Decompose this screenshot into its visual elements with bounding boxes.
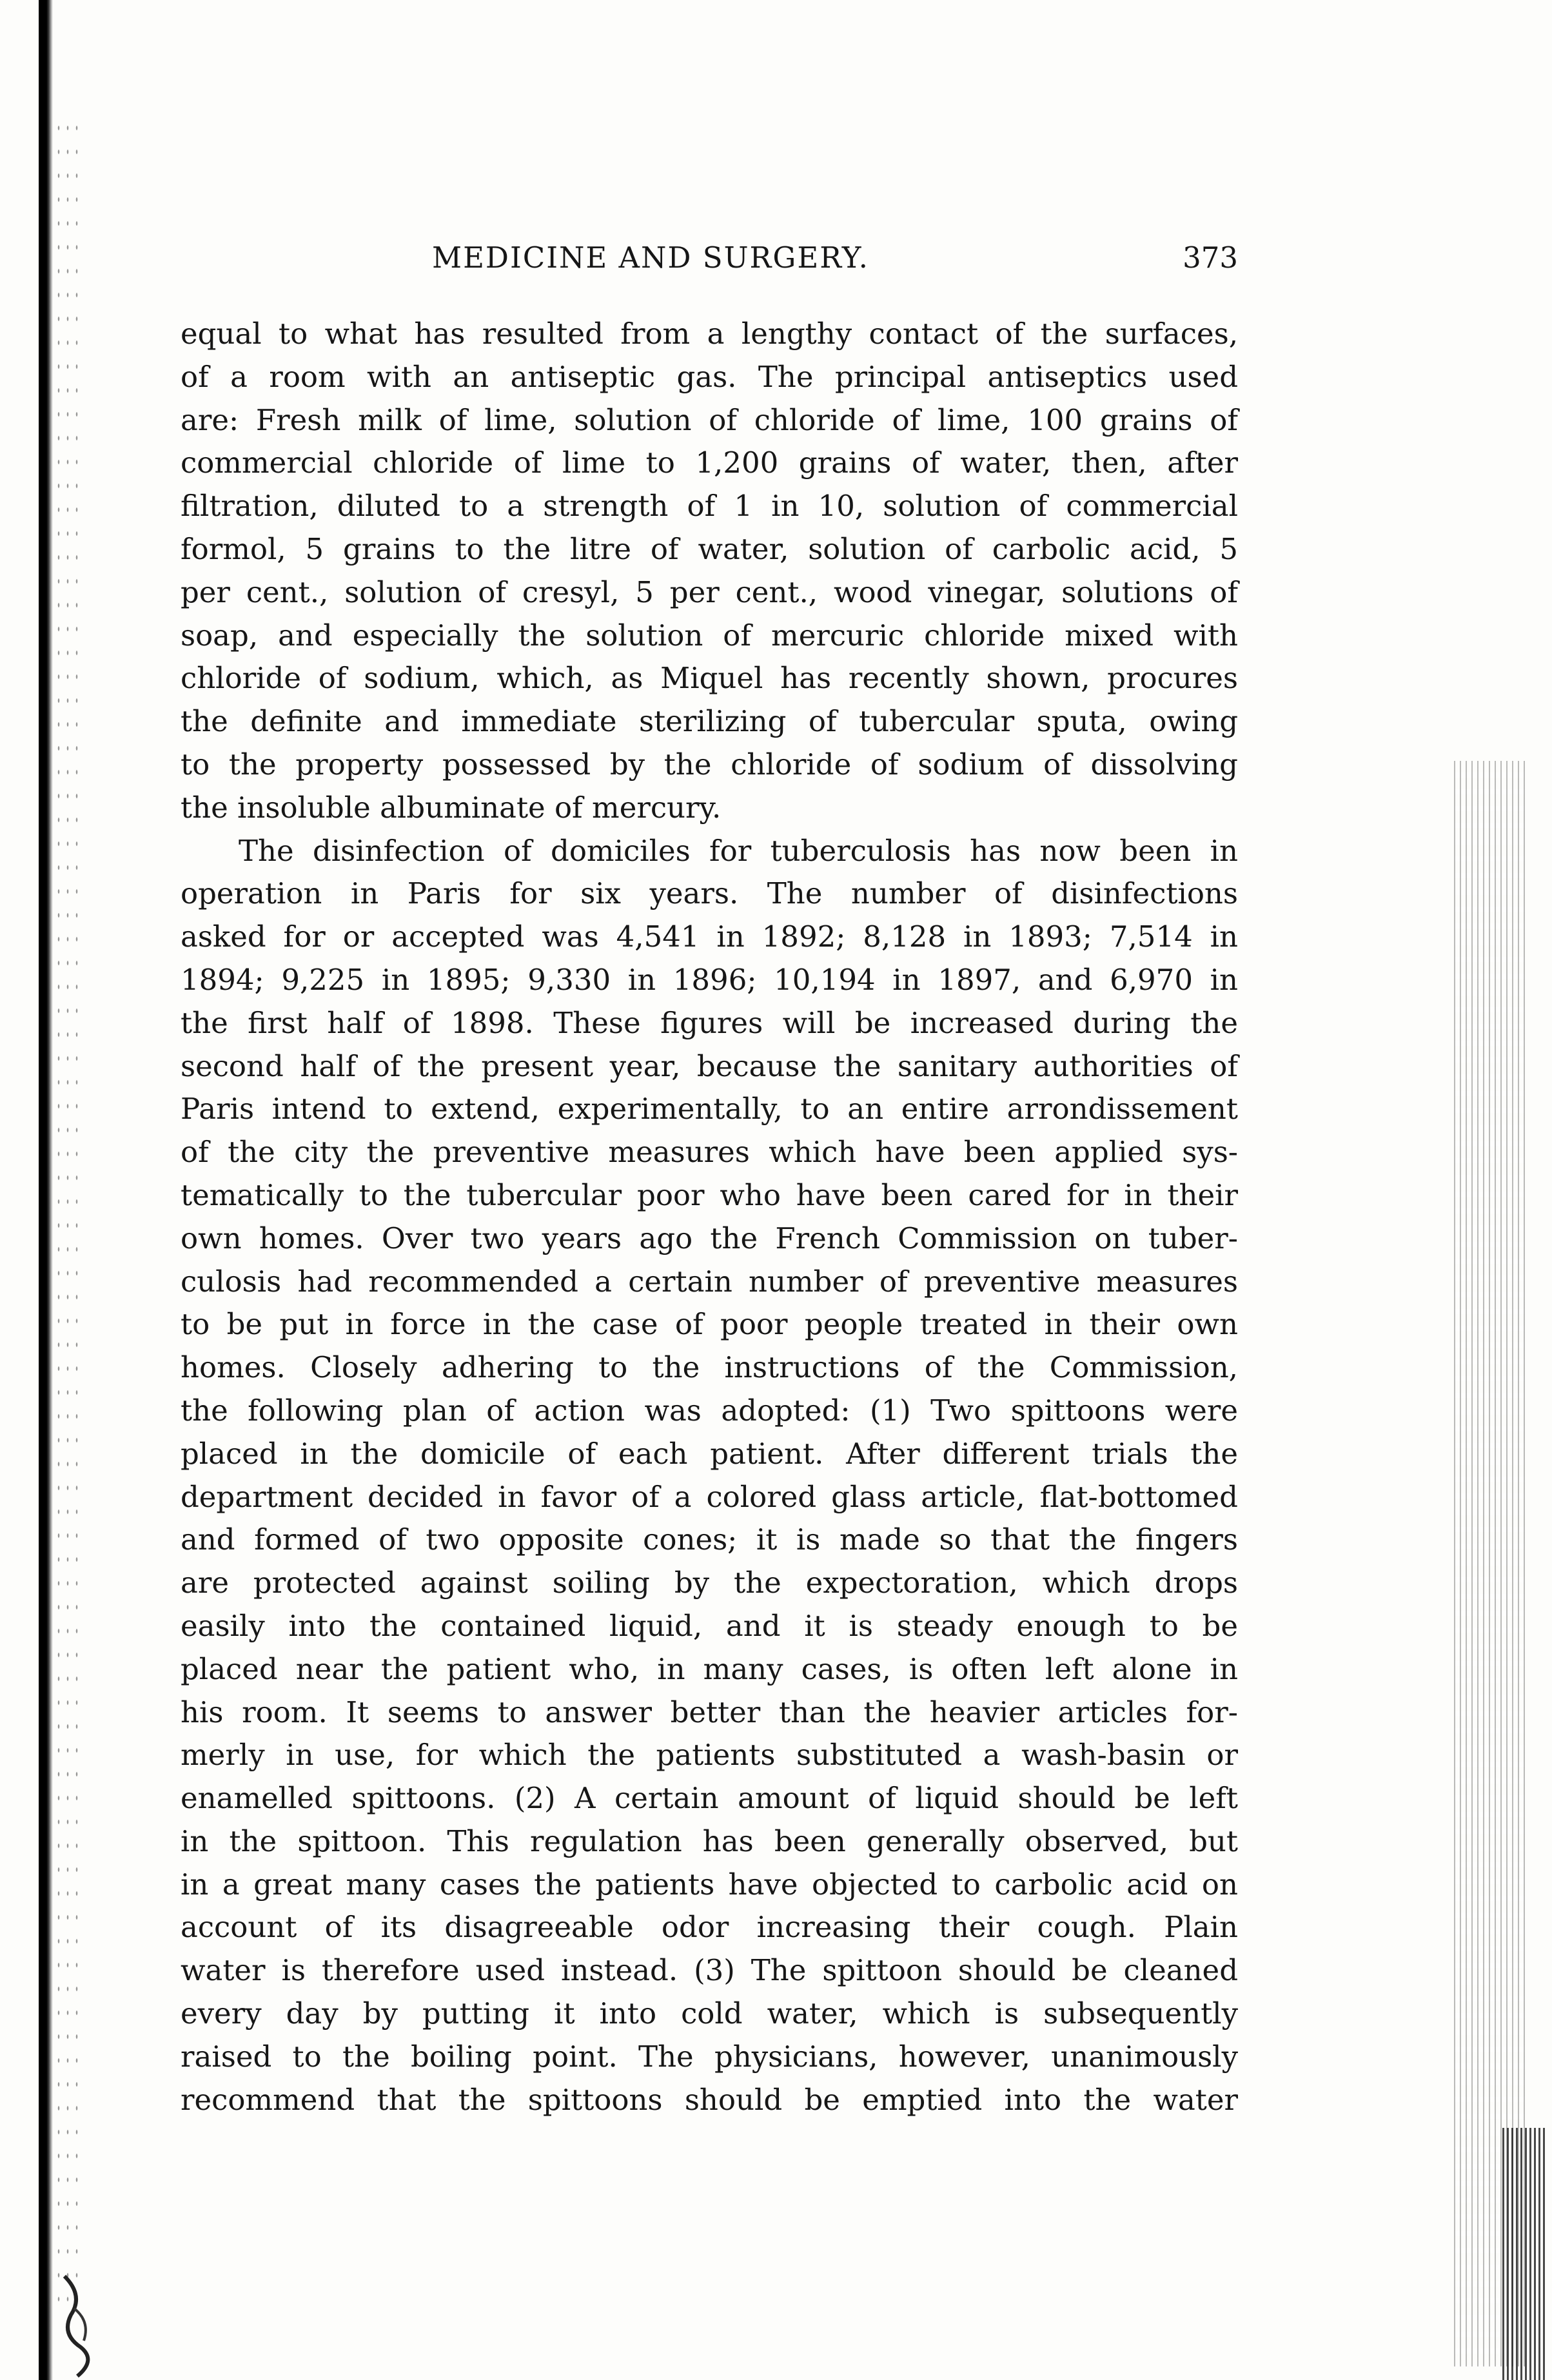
text-line: in the spittoon. This regulation has been generally observed, but bbox=[181, 1824, 1238, 1858]
page-header bbox=[181, 235, 1238, 280]
text-line: culosis had recommended a certain number of preventive measures bbox=[181, 1264, 1238, 1299]
text-line: are protected against soiling by the expectoration, which drops bbox=[181, 1566, 1238, 1600]
text-line: commercial chloride of lime to 1,200 grains of water, then, after bbox=[181, 446, 1238, 480]
text-line: 1894; 9,225 in 1895; 9,330 in 1896; 10,194 in 1897, and 6,970 in bbox=[181, 962, 1238, 997]
page-edge-stack bbox=[1502, 2128, 1547, 2380]
show-through-bleed bbox=[1454, 761, 1525, 2366]
text-line: Paris intend to extend, experimentally, to an entire arrondissement bbox=[181, 1092, 1238, 1126]
text-line: to the property possessed by the chloride of sodium of dissolving bbox=[181, 747, 1238, 782]
text-line: asked for or accepted was 4,541 in 1892; 8,128 in 1893; 7,514 in bbox=[181, 920, 1238, 954]
text-line: per cent., solution of cresyl, 5 per cent., wood vinegar, solutions of bbox=[181, 575, 1238, 609]
text-line: water is therefore used instead. (3) The spittoon should be cleaned bbox=[181, 1953, 1238, 1988]
text-line: the first half of 1898. These figures will be increased during the bbox=[181, 1005, 1238, 1040]
text-line: the following plan of action was adopted: (1) Two spittoons were bbox=[181, 1393, 1238, 1428]
text-line: to be put in force in the case of poor people treated in their own bbox=[181, 1307, 1238, 1342]
text-line: own homes. Over two years ago the French Commission on tuber- bbox=[181, 1221, 1238, 1255]
text-line: chloride of sodium, which, as Miquel has recently shown, procures bbox=[181, 661, 1238, 696]
body-text bbox=[181, 313, 1238, 2121]
text-line: account of its disagreeable odor increasing their cough. Plain bbox=[181, 1910, 1238, 1945]
text-line: formol, 5 grains to the litre of water, solution of carbolic acid, 5 bbox=[181, 531, 1238, 566]
text-line: and formed of two opposite cones; it is made so that the fingers bbox=[181, 1522, 1238, 1557]
binding-speckle bbox=[54, 116, 80, 2308]
text-line: placed in the domicile of each patient. After different trials the bbox=[181, 1436, 1238, 1471]
text-line: homes. Closely adhering to the instructions of the Commission, bbox=[181, 1350, 1238, 1385]
text-line: his room. It seems to answer better than the heavier articles for- bbox=[181, 1695, 1238, 1729]
text-line: tematically to the tubercular poor who have been cared for in their bbox=[181, 1177, 1238, 1212]
text-line: department decided in favor of a colored glass article, flat-bottomed bbox=[181, 1479, 1238, 1514]
text-line: soap, and especially the solution of mercuric chloride mixed with bbox=[181, 618, 1238, 653]
text-line: in a great many cases the patients have objected to carbolic acid on bbox=[181, 1867, 1238, 1902]
text-line: raised to the boiling point. The physicians, however, unanimously bbox=[181, 2039, 1238, 2074]
page-number: 373 bbox=[1183, 241, 1238, 275]
text-line: recommend that the spittoons should be emptied into the water bbox=[181, 2082, 1238, 2117]
text-line: filtration, diluted to a strength of 1 in 10, solution of commercial bbox=[181, 489, 1238, 524]
text-line: operation in Paris for six years. The number of disinfections bbox=[181, 876, 1238, 911]
text-line: of the city the preventive measures which have been applied sys- bbox=[181, 1135, 1238, 1170]
text-line: placed near the patient who, in many cases, is often left alone in bbox=[181, 1651, 1238, 1686]
running-head: MEDICINE AND SURGERY. bbox=[432, 241, 869, 275]
text-line: merly in use, for which the patients substituted a wash-basin or bbox=[181, 1738, 1238, 1773]
text-line: second half of the present year, because the sanitary authorities of bbox=[181, 1048, 1238, 1083]
binding-shadow bbox=[39, 0, 53, 2380]
text-line: enamelled spittoons. (2) A certain amount of liquid should be left bbox=[181, 1781, 1238, 1816]
text-line: every day by putting it into cold water, which is subsequently bbox=[181, 1996, 1238, 2031]
text-line: of a room with an antiseptic gas. The principal antiseptics used bbox=[181, 359, 1238, 394]
corner-mark-icon bbox=[58, 2270, 103, 2379]
text-line: easily into the contained liquid, and it is steady enough to be bbox=[181, 1608, 1238, 1643]
text-line: equal to what has resulted from a lengthy contact of the surfaces, bbox=[181, 317, 1238, 351]
text-line: are: Fresh milk of lime, solution of chloride of lime, 100 grains of bbox=[181, 402, 1238, 437]
text-line: the insoluble albuminate of mercury. bbox=[181, 790, 722, 825]
paragraph-start-line: The disinfection of domiciles for tuberculosis has now been in bbox=[239, 833, 1238, 868]
text-line: the definite and immediate sterilizing of tubercular sputa, owing bbox=[181, 704, 1238, 739]
